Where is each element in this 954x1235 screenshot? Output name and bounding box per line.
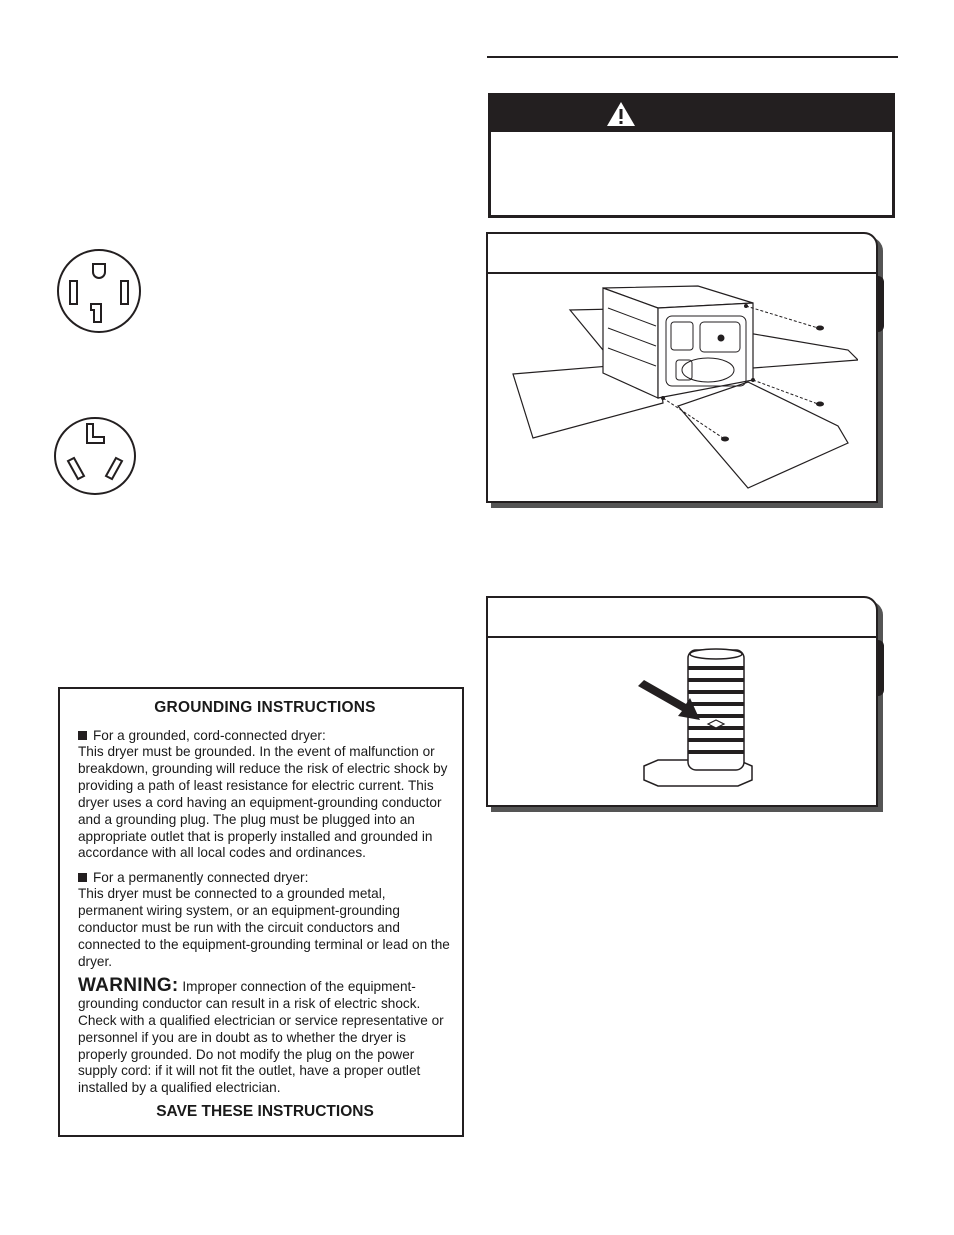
warning-box xyxy=(488,93,895,218)
save-instructions: SAVE THESE INSTRUCTIONS xyxy=(156,1103,374,1121)
cord-connected-heading xyxy=(78,727,452,744)
grounding-instructions-box xyxy=(58,687,464,1137)
warning-text: Improper connection of the equipment-grounding conductor can result in a risk of electric shock. Check with a qualified electrician or service representative or personnel if you are in doubt as to whether the dryer is properly grounded. Do not modify the plug on the power supply cord: if it will not fit the outlet, have a proper outlet installed by a qualified electrician. xyxy=(78,978,444,1096)
bullet-square xyxy=(78,873,87,882)
figure-tab xyxy=(876,276,884,332)
cord-connected-lead: For a grounded, cord-connected dryer: xyxy=(93,728,326,743)
bullet-square xyxy=(78,731,87,740)
warning-label: WARNING: xyxy=(78,974,179,996)
permanent-text: This dryer must be connected to a grounded metal, permanent wiring system, or an equipment-grounding conductor must be run with the circuit conductors and connected to the equipment-grounding terminal or lead on the dryer. xyxy=(78,886,450,969)
figure-caption-bar xyxy=(488,234,876,274)
warning-header xyxy=(491,96,892,132)
warning-triangle-icon xyxy=(606,101,636,127)
dryer-illustration xyxy=(508,278,858,493)
figure-dryer-on-cardboard xyxy=(486,232,878,503)
grounding-warning xyxy=(78,974,452,1097)
cord-connected-text: This dryer must be grounded. In the event of malfunction or breakdown, grounding will reduce the risk of electric shock by providing a path of least resistance for electric current. This dryer uses a cord having an equipment-grounding conductor and a grounding plug. The plug must be plugged into an appropriate outlet that is properly installed and grounded in accordance with all local codes and ordinances. xyxy=(78,744,448,861)
section-rule xyxy=(487,56,898,58)
figure-caption-bar xyxy=(488,598,876,638)
arrow-icon xyxy=(638,680,703,725)
permanent-lead: For a permanently connected dryer: xyxy=(93,870,309,886)
figure-leveling-leg xyxy=(486,596,878,807)
4-wire-outlet-icon xyxy=(56,248,142,334)
figure-tab xyxy=(876,640,884,696)
3-wire-outlet-icon xyxy=(53,416,137,496)
grounding-title: GROUNDING INSTRUCTIONS xyxy=(154,699,376,716)
permanent-heading xyxy=(78,869,452,886)
